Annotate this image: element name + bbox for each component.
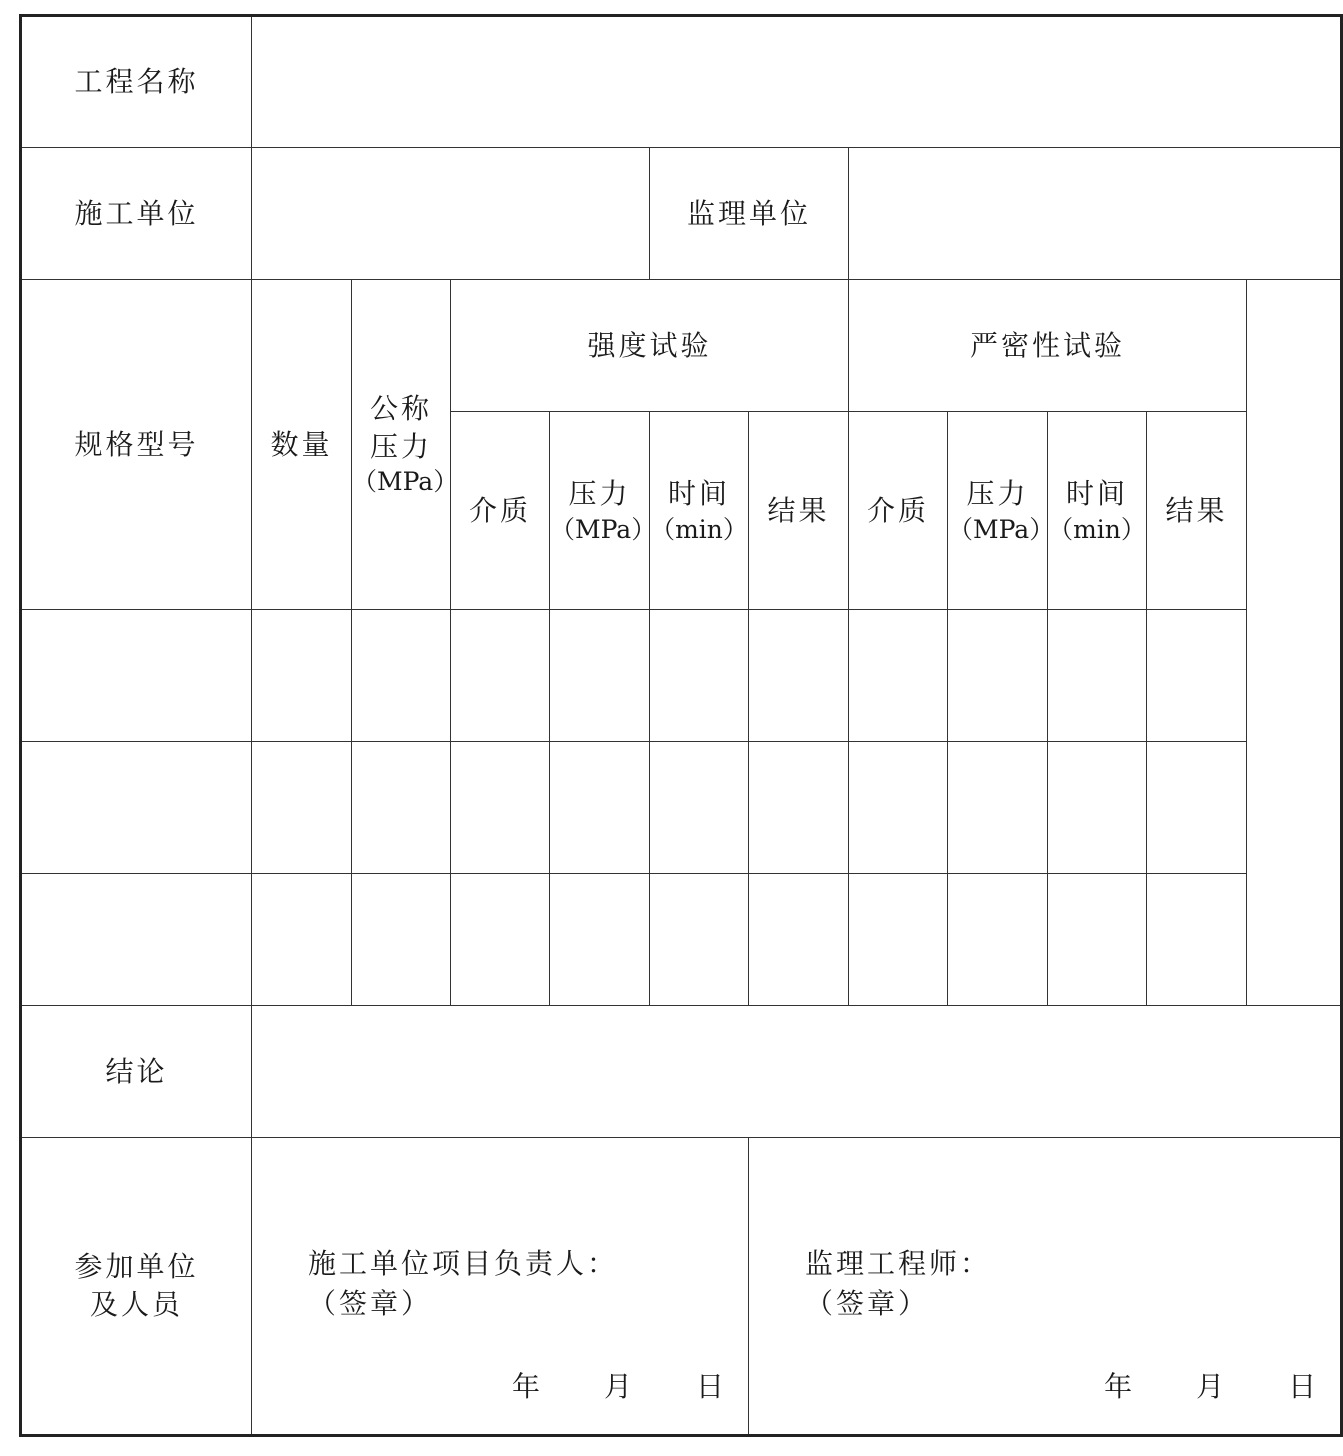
nominal-pressure-header — [352, 280, 459, 610]
participants-label-line2: 及人员 — [89, 1288, 183, 1321]
strength-time-header — [650, 412, 749, 610]
spec-header: 规格型号 — [21, 280, 252, 610]
table-cell[interactable] — [451, 742, 550, 874]
table-cell[interactable] — [849, 610, 948, 742]
tightness-time-header — [1048, 412, 1147, 610]
participants-label-line1: 参加单位 — [74, 1250, 199, 1284]
project-name-row — [21, 16, 1342, 148]
nominal-pressure-line1: 公称 — [369, 391, 432, 425]
contractor-label: 施工单位 — [21, 148, 252, 280]
supervisor-label: 监理单位 — [650, 148, 849, 280]
contractor-seal-label: （签章） — [308, 1287, 433, 1320]
table-cell[interactable] — [1048, 610, 1147, 742]
strength-pressure-unit: （MPa） — [550, 514, 657, 544]
table-cell[interactable] — [849, 742, 948, 874]
table-cell[interactable] — [1048, 742, 1147, 874]
table-cell[interactable] — [21, 874, 252, 1006]
date-year: 年 — [511, 1370, 542, 1404]
table-cell[interactable] — [650, 742, 749, 874]
nominal-pressure-unit: （MPa） — [352, 467, 459, 497]
supervisor-signature-cell[interactable] — [749, 1138, 1342, 1436]
table-cell[interactable] — [1147, 874, 1247, 1006]
table-cell[interactable] — [352, 874, 451, 1006]
table-cell[interactable] — [550, 874, 650, 1006]
date-month: 月 — [1196, 1370, 1227, 1404]
table-cell[interactable] — [1048, 874, 1147, 1006]
nominal-pressure-line2: 压力 — [369, 429, 432, 463]
strength-result-header: 结果 — [749, 412, 849, 610]
contractor-signature-cell[interactable] — [252, 1138, 749, 1436]
strength-time-label: 时间 — [667, 476, 730, 510]
contractor-sign-date — [512, 1368, 726, 1406]
tightness-medium-header: 介质 — [849, 412, 948, 610]
units-row — [21, 148, 1342, 280]
table-cell[interactable] — [252, 610, 352, 742]
table-cell[interactable] — [21, 742, 252, 874]
table-cell[interactable] — [21, 610, 252, 742]
tightness-result-header: 结果 — [1147, 412, 1247, 610]
table-row — [21, 874, 1342, 1006]
pressure-test-record-table — [19, 14, 1343, 1437]
table-cell[interactable] — [1147, 742, 1247, 874]
conclusion-label: 结论 — [21, 1006, 252, 1138]
table-cell[interactable] — [252, 742, 352, 874]
tightness-pressure-label: 压力 — [966, 476, 1029, 510]
table-cell[interactable] — [352, 610, 451, 742]
strength-pressure-header — [550, 412, 657, 610]
supervisor-seal-label: （签章） — [805, 1287, 930, 1320]
tightness-pressure-header — [948, 412, 1055, 610]
date-month: 月 — [603, 1370, 634, 1404]
table-cell[interactable] — [451, 874, 550, 1006]
date-day: 日 — [695, 1370, 726, 1404]
table-cell[interactable] — [650, 610, 749, 742]
table-cell[interactable] — [749, 874, 849, 1006]
table-cell[interactable] — [948, 742, 1048, 874]
participants-row — [21, 1138, 1342, 1436]
tightness-time-unit: （min） — [1048, 514, 1146, 544]
table-cell[interactable] — [650, 874, 749, 1006]
conclusion-field[interactable] — [252, 1006, 1342, 1138]
table-cell[interactable] — [948, 874, 1048, 1006]
supervisor-signature-block — [805, 1244, 991, 1324]
project-name-label: 工程名称 — [21, 16, 252, 148]
table-cell[interactable] — [252, 874, 352, 1006]
tightness-test-header: 严密性试验 — [849, 280, 1247, 412]
project-name-field[interactable] — [252, 16, 1342, 148]
table-cell[interactable] — [550, 742, 650, 874]
table-cell[interactable] — [550, 610, 650, 742]
strength-pressure-label: 压力 — [568, 476, 631, 510]
participants-label — [21, 1138, 252, 1436]
table-cell[interactable] — [948, 610, 1048, 742]
table-row — [21, 742, 1342, 874]
table-cell[interactable] — [749, 742, 849, 874]
table-row — [21, 610, 1342, 742]
strength-time-unit: （min） — [650, 514, 748, 544]
date-day: 日 — [1288, 1370, 1319, 1404]
table-cell[interactable] — [849, 874, 948, 1006]
contractor-signature-block — [308, 1244, 618, 1324]
table-cell[interactable] — [352, 742, 451, 874]
strength-test-header: 强度试验 — [451, 280, 849, 412]
tightness-time-label: 时间 — [1065, 476, 1128, 510]
quantity-header: 数量 — [252, 280, 352, 610]
table-cell[interactable] — [451, 610, 550, 742]
table-cell[interactable] — [749, 610, 849, 742]
table-cell[interactable] — [1147, 610, 1247, 742]
header-row-1 — [21, 280, 1342, 412]
supervisor-field[interactable] — [849, 148, 1342, 280]
contractor-field[interactable] — [252, 148, 650, 280]
strength-medium-header: 介质 — [451, 412, 550, 610]
contractor-sign-label: 施工单位项目负责人： — [308, 1247, 619, 1280]
tightness-pressure-unit: （MPa） — [948, 514, 1055, 544]
supervisor-sign-date — [1104, 1368, 1318, 1406]
supervisor-sign-label: 监理工程师： — [805, 1247, 992, 1280]
conclusion-row — [21, 1006, 1342, 1138]
date-year: 年 — [1104, 1370, 1135, 1404]
